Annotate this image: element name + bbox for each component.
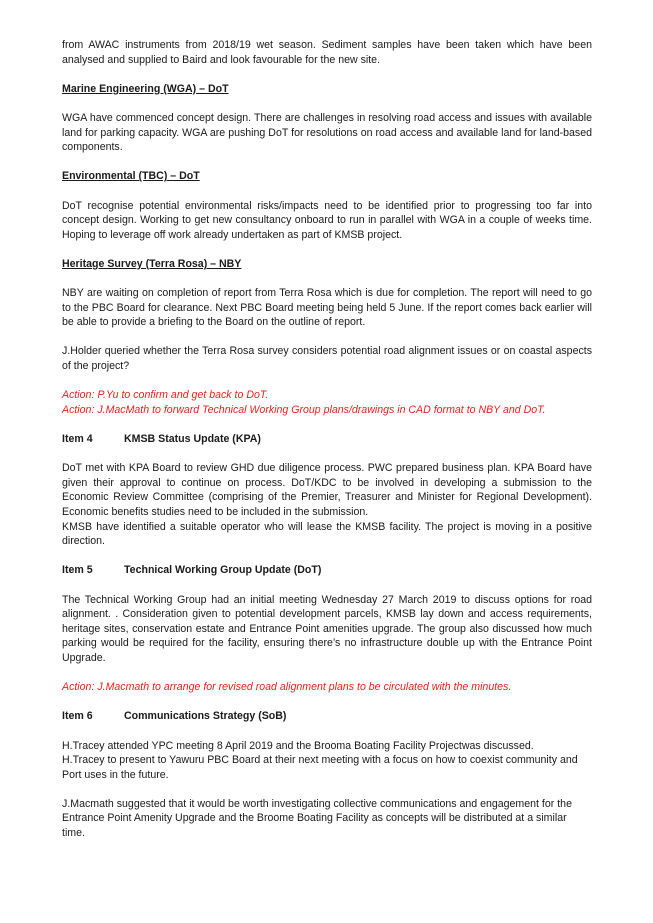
item-title: Technical Working Group Update (DoT) — [124, 564, 322, 577]
item-4-paragraph: KMSB have identified a suitable operator who will lease the KMSB facility. The project is moving in a positive direction. — [62, 520, 592, 548]
item-title: Communications Strategy (SoB) — [124, 710, 287, 723]
action-item: Action: J.MacMath to forward Technical Working Group plans/drawings in CAD format to NBY and DoT. — [62, 403, 546, 416]
document-page — [62, 38, 592, 841]
item-title: KMSB Status Update (KPA) — [124, 433, 261, 446]
item-6-heading — [62, 709, 592, 724]
item-4-paragraph: DoT met with KPA Board to review GHD due diligence process. PWC prepared business plan. KPA Board have given their approval to continue on process. DoT/KDC to be involved in developing a submission to the Economic Review Committee (comprising of the Premier, Treasurer and Minister for Regional Development). Economic benefits studies need to be included in the submission. — [62, 462, 592, 518]
item-6-paragraph: J.Macmath suggested that it would be worth investigating collective communications and engagement for the Entrance Point Amenity Upgrade and the Broome Boating Facility as concepts will be distributed at a similar time. — [62, 797, 572, 840]
heritage-survey-heading: Heritage Survey (Terra Rosa) – NBY — [62, 257, 242, 270]
item-number: Item 6 — [62, 710, 93, 723]
item-5-heading — [62, 563, 592, 578]
intro-paragraph: from AWAC instruments from 2018/19 wet season. Sediment samples have been taken which have been analysed and supplied to Baird and look favourable for the new site. — [62, 39, 592, 66]
action-item: Action: J.Macmath to arrange for revised road alignment plans to be circulated with the minutes. — [62, 681, 512, 694]
marine-engineering-paragraph: WGA have commenced concept design. There are challenges in resolving road access and issues with available land for parking capacity. WGA are pushing DoT for resolutions on road access and available land for land-based components. — [62, 111, 592, 154]
item-number: Item 4 — [62, 433, 93, 446]
action-item: Action: P.Yu to confirm and get back to DoT. — [62, 389, 269, 402]
item-4-heading — [62, 432, 592, 447]
item-5-paragraph: The Technical Working Group had an initial meeting Wednesday 27 March 2019 to discuss options for road alignment. . Consideration given to potential development parcels, KMSB lay down and access requirements, heritage sites, conservation estate and Entrance Point amenities upgrade. The group also discussed how much parking would be required for the facility, ensuring there’s no infrastructure double up with the Entrance Point Upgrade. — [62, 593, 592, 664]
heritage-query-paragraph: J.Holder queried whether the Terra Rosa survey considers potential road alignment issues or on coastal aspects of the project? — [62, 345, 592, 373]
item-number: Item 5 — [62, 564, 93, 577]
environmental-heading: Environmental (TBC) – DoT — [62, 170, 200, 183]
heritage-survey-paragraph: NBY are waiting on completion of report from Terra Rosa which is due for completion. The report will need to go to the PBC Board for clearance. Next PBC Board meeting being held 5 June. If the report comes back earlier will be able to provide a briefing to the Board on the outline of report. — [62, 287, 592, 329]
environmental-paragraph: DoT recognise potential environmental risks/impacts need to be identified prior to progressing too far into concept design. Working to get new consultancy onboard to run in parallel with WGA in a couple of weeks time. Hoping to leverage off work already undertaken as part of KMSB project. — [62, 199, 592, 241]
item-6-paragraph: H.Tracey attended YPC meeting 8 April 2019 and the Brooma Boating Facility Projectwas discussed. — [62, 739, 534, 752]
item-6-paragraph: H.Tracey to present to Yawuru PBC Board at their next meeting with a focus on how to coexist community and Port uses in the future. — [62, 754, 578, 781]
marine-engineering-heading: Marine Engineering (WGA) – DoT — [62, 82, 229, 95]
